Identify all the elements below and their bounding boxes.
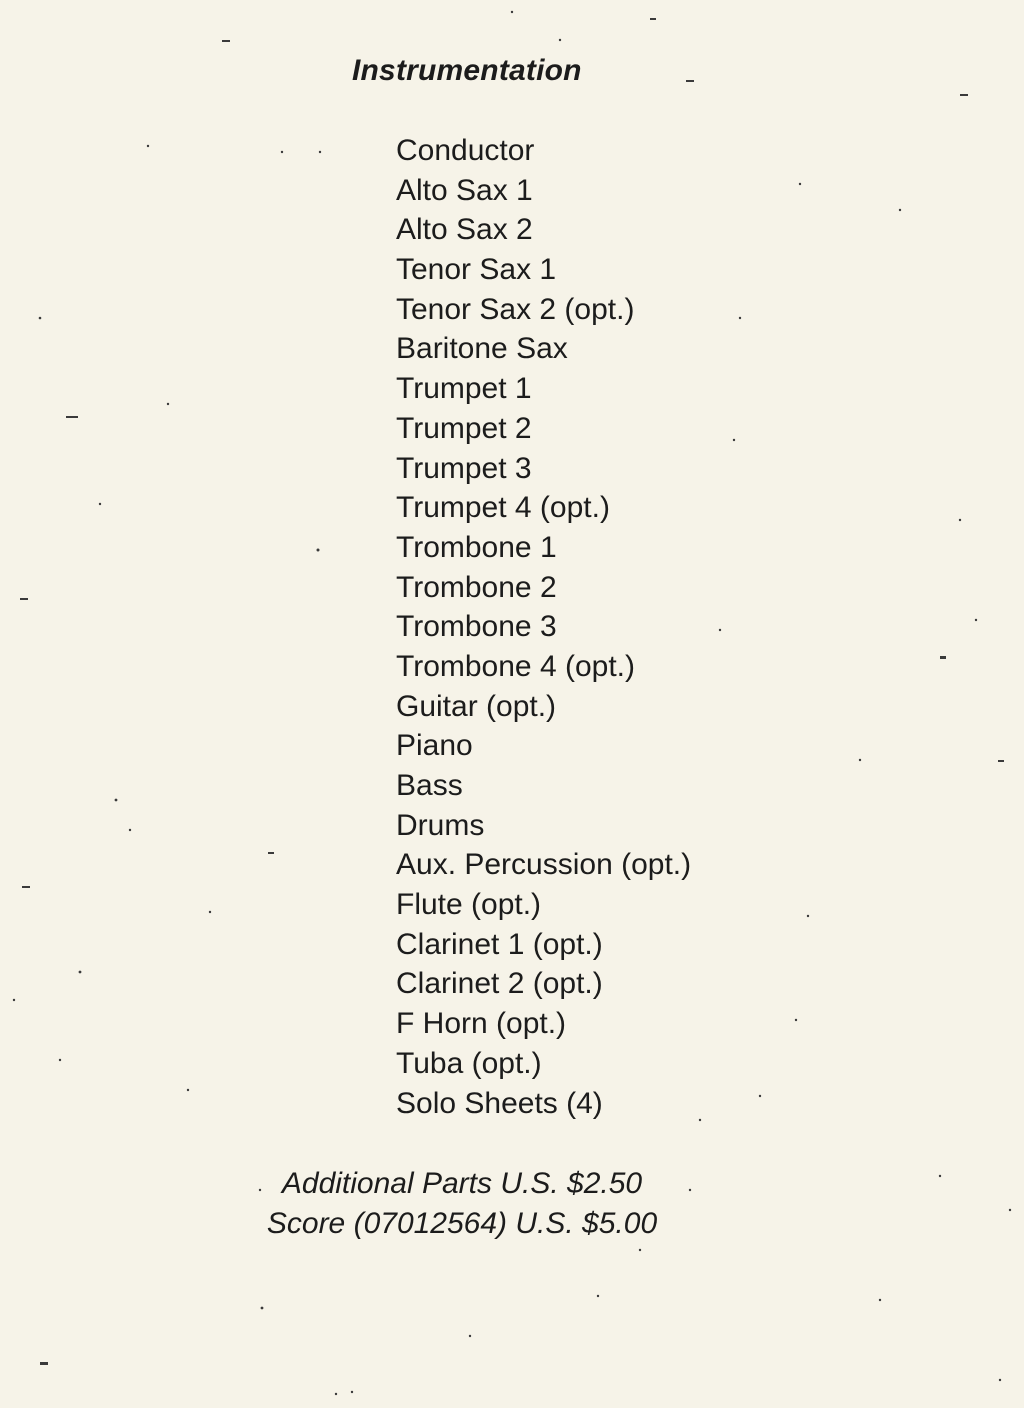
list-item: Piano: [396, 729, 473, 763]
list-item: Bass: [396, 769, 463, 802]
additional-parts-price: Additional Parts U.S. $2.50: [281, 1167, 643, 1200]
list-item: Trombone 3: [396, 610, 557, 644]
list-item: Alto Sax 2: [396, 213, 533, 247]
list-item: Aux. Percussion (opt.): [396, 848, 692, 882]
list-item: Clarinet 1 (opt.): [396, 927, 603, 961]
instrumentation-list: [396, 131, 691, 1123]
list-item: Trumpet 3: [396, 451, 532, 485]
list-item: Alto Sax 1: [396, 173, 533, 207]
list-item: Clarinet 2 (opt.): [396, 967, 603, 1001]
page-title: Instrumentation: [352, 54, 582, 87]
list-item: Flute (opt.): [396, 888, 542, 922]
list-item: Solo Sheets (4): [396, 1086, 603, 1120]
list-item: Trumpet 4 (opt.): [396, 491, 610, 525]
list-item: Trombone 2: [396, 570, 557, 604]
list-item: Drums: [396, 808, 485, 842]
list-item: Baritone Sax: [396, 332, 568, 366]
list-item: Guitar (opt.): [396, 689, 557, 723]
list-item: Trombone 1: [396, 530, 557, 564]
pricing-info: [200, 1164, 724, 1244]
list-item: Trombone 4 (opt.): [396, 649, 635, 683]
list-item: Tenor Sax 2 (opt.): [396, 292, 635, 326]
list-item: Trumpet 2: [396, 411, 532, 445]
list-item: Tenor Sax 1: [396, 253, 557, 287]
list-item: F Horn (opt.): [396, 1007, 567, 1041]
score-price: Score (07012564) U.S. $5.00: [266, 1207, 658, 1240]
list-item: Trumpet 1: [396, 372, 532, 406]
list-item: Tuba (opt.): [396, 1046, 542, 1080]
list-item: Conductor: [396, 134, 535, 167]
